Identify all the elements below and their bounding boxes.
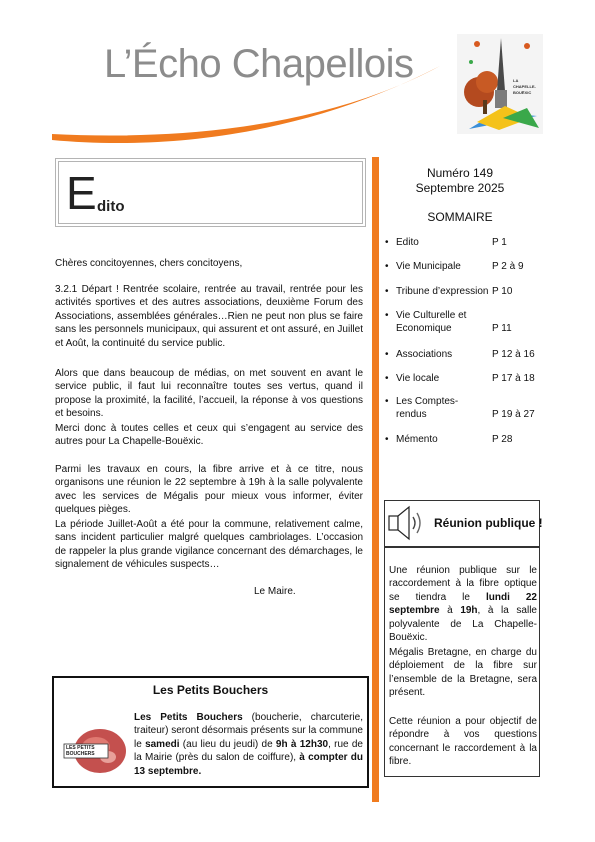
edito-paragraph: Alors que dans beaucoup de médias, on met souvent en avant le service public, il faut lui reconnaître toutes ses vertus, quand il propose la proximité, la facilité, l’accueil, la réponse à vos questions et besoins. bbox=[55, 368, 363, 420]
bullet-icon: • bbox=[385, 261, 389, 272]
sommaire-label: Les Comptes-rendus bbox=[396, 396, 459, 420]
reunion-paragraph: Mégalis Bretagne, en charge du déploiement de la fibre sur l’ensemble de la Bretagne, sera présent. bbox=[389, 647, 537, 699]
bouchers-text: , rue de la Mairie (près du salon de coiffure), bbox=[134, 738, 363, 764]
bouchers-day: samedi bbox=[145, 738, 180, 750]
sommaire-page: P 12 à 16 bbox=[492, 349, 535, 360]
edito-paragraph: La période Juillet-Août a été pour la commune, relativement calme, sans incident particulier malgré quelques cambriolages. L’occasion de rappeler la plus grande vigilance concernant des démarchages, le signalement de véhicules suspects… bbox=[55, 519, 363, 571]
edito-paragraph: Chères concitoyennes, chers concitoyens, bbox=[55, 258, 243, 269]
logo-text bbox=[513, 78, 536, 96]
sommaire-page: P 11 bbox=[492, 323, 512, 334]
issue-number: Numéro 149 bbox=[426, 166, 494, 180]
sommaire-label: Edito bbox=[396, 237, 419, 248]
newsletter-title: L’Écho Chapellois bbox=[104, 42, 414, 86]
logo-text-line: LES PETITS bbox=[66, 745, 95, 751]
logo-text-line: LA bbox=[513, 78, 519, 83]
edito-heading-rest: dito bbox=[97, 198, 125, 215]
bullet-icon: • bbox=[385, 373, 389, 384]
sommaire-page: P 19 à 27 bbox=[492, 409, 535, 420]
column-divider bbox=[372, 157, 379, 802]
edito-signature: Le Maire. bbox=[254, 586, 296, 597]
bouchers-logo-text bbox=[66, 745, 95, 757]
sommaire-label: Tribune d’expression bbox=[396, 286, 489, 297]
sommaire-title: SOMMAIRE bbox=[427, 210, 493, 224]
town-logo bbox=[457, 34, 543, 134]
reunion-date: lundi 22 septembre bbox=[389, 591, 537, 617]
bullet-icon: • bbox=[385, 349, 389, 360]
logo-text-line: BOUCHERS bbox=[66, 751, 95, 757]
bouchers-text: (boucherie, charcuterie, traiteur) seront désormais présents sur la commune le bbox=[134, 712, 363, 750]
bouchers-title: Les Petits Bouchers bbox=[152, 683, 269, 697]
speaker-icon bbox=[387, 504, 427, 542]
sommaire-label: Vie Municipale bbox=[396, 261, 461, 272]
bullet-icon: • bbox=[385, 237, 389, 248]
bullet-icon: • bbox=[385, 434, 389, 445]
reunion-time: 19h bbox=[460, 605, 478, 617]
reunion-paragraph bbox=[389, 564, 537, 644]
bullet-icon: • bbox=[385, 310, 389, 321]
sommaire-page: P 28 bbox=[492, 434, 513, 445]
edito-paragraph: 3.2.1 Départ ! Rentrée scolaire, rentrée au travail, rentrée pour les activités sportives et des autres associations, deuxième Forum des Associations, assemblées générales…Rien ne peut non plus se faire sans les personnels municipaux, qui assurent et ont assuré, en Juillet et Août, la continuité du service public. bbox=[55, 284, 363, 349]
sommaire-label: Mémento bbox=[396, 434, 438, 445]
bouchers-start-date: à compter du 13 septembre. bbox=[134, 752, 363, 777]
edito-header-frame bbox=[55, 158, 366, 227]
bouchers-logo bbox=[62, 727, 128, 775]
sommaire-page: P 1 bbox=[492, 237, 507, 248]
reunion-text: à bbox=[439, 605, 461, 617]
reunion-title: Réunion publique ! bbox=[434, 516, 543, 530]
sommaire-page: P 17 à 18 bbox=[492, 373, 535, 384]
sommaire-label: Vie locale bbox=[396, 373, 440, 384]
edito-big-letter: E bbox=[66, 167, 97, 219]
reunion-text: , à la salle polyvalente de La Chapelle-Bouëxic. bbox=[389, 605, 537, 644]
edito-paragraph: Parmi les travaux en cours, la fibre arrive et à ce titre, nous organisons une réunion le 22 septembre à 19h à la salle polyvalente avec les services de Mégalis pour mieux vous informer, éviter quelques pièges. bbox=[55, 464, 363, 516]
bouchers-text: (au lieu du jeudi) de bbox=[179, 738, 276, 750]
bouchers-hours: 9h à 12h30 bbox=[275, 738, 329, 750]
bullet-icon: • bbox=[385, 286, 389, 297]
logo-text-line: CHAPELLE- bbox=[513, 84, 536, 89]
bullet-icon: • bbox=[385, 396, 389, 407]
sommaire-label: Associations bbox=[396, 349, 453, 360]
sommaire-label: Vie Culturelle et Economique bbox=[396, 310, 467, 334]
sommaire-page: P 10 bbox=[492, 286, 513, 297]
sommaire-page: P 2 à 9 bbox=[492, 261, 524, 272]
bouchers-name: Les Petits Bouchers bbox=[134, 712, 243, 723]
orange-swoosh bbox=[40, 60, 450, 150]
reunion-text: Une réunion publique sur le raccordement à la fibre optique se tiendra le bbox=[389, 565, 537, 603]
logo-text-line: BOUËXIC bbox=[513, 90, 532, 95]
reunion-paragraph: Cette réunion a pour objectif de répondre à vos questions concernant le raccordement à la fibre. bbox=[389, 716, 537, 768]
edito-paragraph: Merci donc à toutes celles et ceux qui s’engagent au service des autres pour La Chapelle-Bouëxic. bbox=[55, 423, 363, 448]
issue-date: Septembre 2025 bbox=[415, 181, 505, 195]
